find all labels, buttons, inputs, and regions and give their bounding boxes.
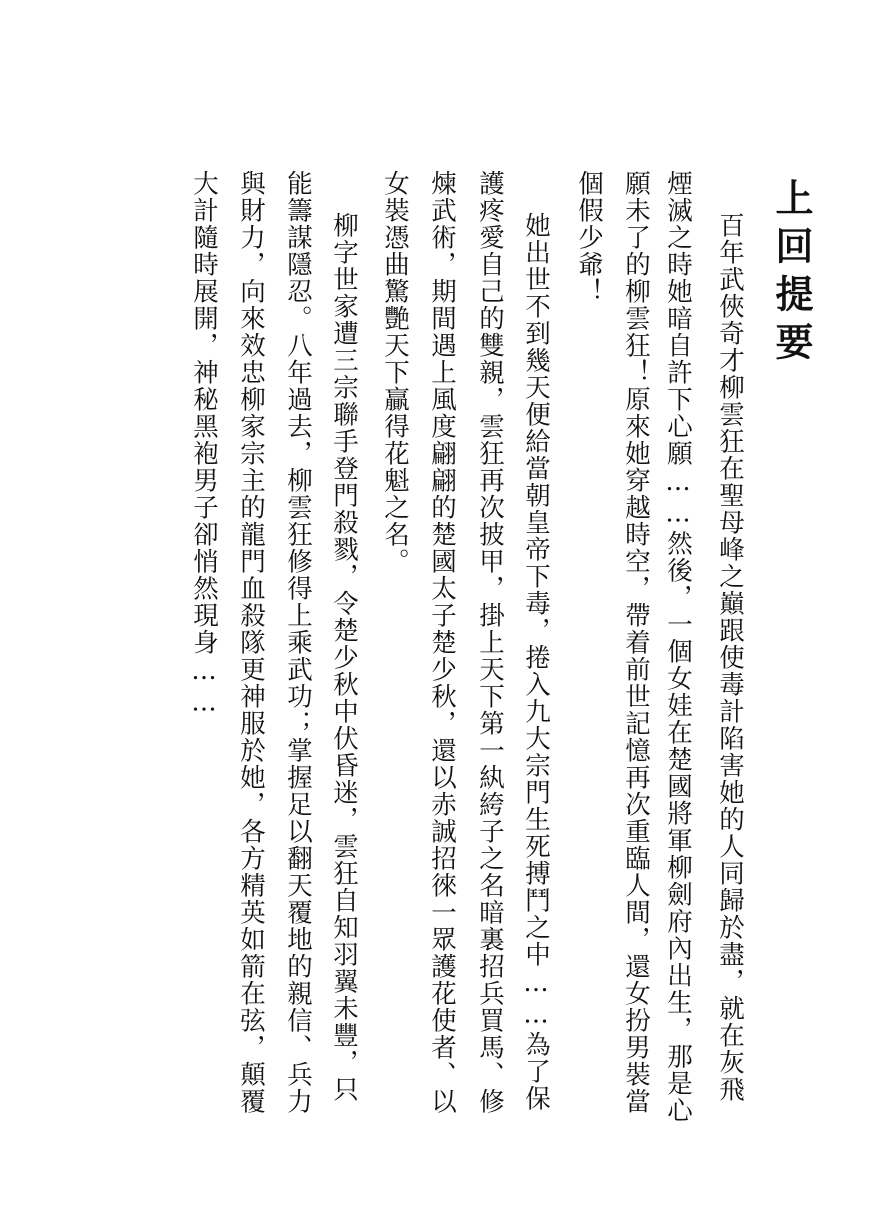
text-column-8: 女裝憑曲驚艷天下贏得花魁之名。 [380,170,410,575]
text-column-9: 柳字世家遭三宗聯手登門殺戮，令楚少秋中伏昏迷，雲狂自知羽翼未豐，只 [329,212,359,1103]
text-column-4: 個假少爺！ [574,170,604,305]
text-column-6: 護疼愛自己的雙親，雲狂再次披甲，掛上天下第一紈絝子之名暗裏招兵買馬、修 [475,170,505,1115]
text-column-3: 願未了的柳雲狂！原來她穿越時空，帶着前世記憶再次重臨人間，還女扮男裝當 [621,170,651,1115]
page-heading: 上回提要 [769,178,814,370]
text-column-12: 大計隨時展開，神秘黑袍男子卻悄然現身…… [189,170,219,719]
text-column-11: 與財力，向來效忠柳家宗主的龍門血殺隊更神服於她，各方精英如箭在弦，顛覆 [236,170,266,1115]
text-column-2: 煙滅之時她暗自許下心願……然後，一個女娃在楚國將軍柳劍府內出生，那是心 [663,170,693,1124]
text-column-1: 百年武俠奇才柳雲狂在聖母峰之巔跟使毒計陷害她的人同歸於盡，就在灰飛 [715,212,745,1103]
text-column-10: 能籌謀隱忍。八年過去，柳雲狂修得上乘武功；掌握足以翻天覆地的親信、兵力 [283,170,313,1115]
text-column-5: 她出世不到幾天便給當朝皇帝下毒，捲入九大宗門生死搏鬥之中……為了保 [521,212,551,1112]
text-column-7: 煉武術，期間遇上風度翩翩的楚國太子楚少秋，還以赤誠招徠一眾護花使者、以 [427,170,457,1115]
